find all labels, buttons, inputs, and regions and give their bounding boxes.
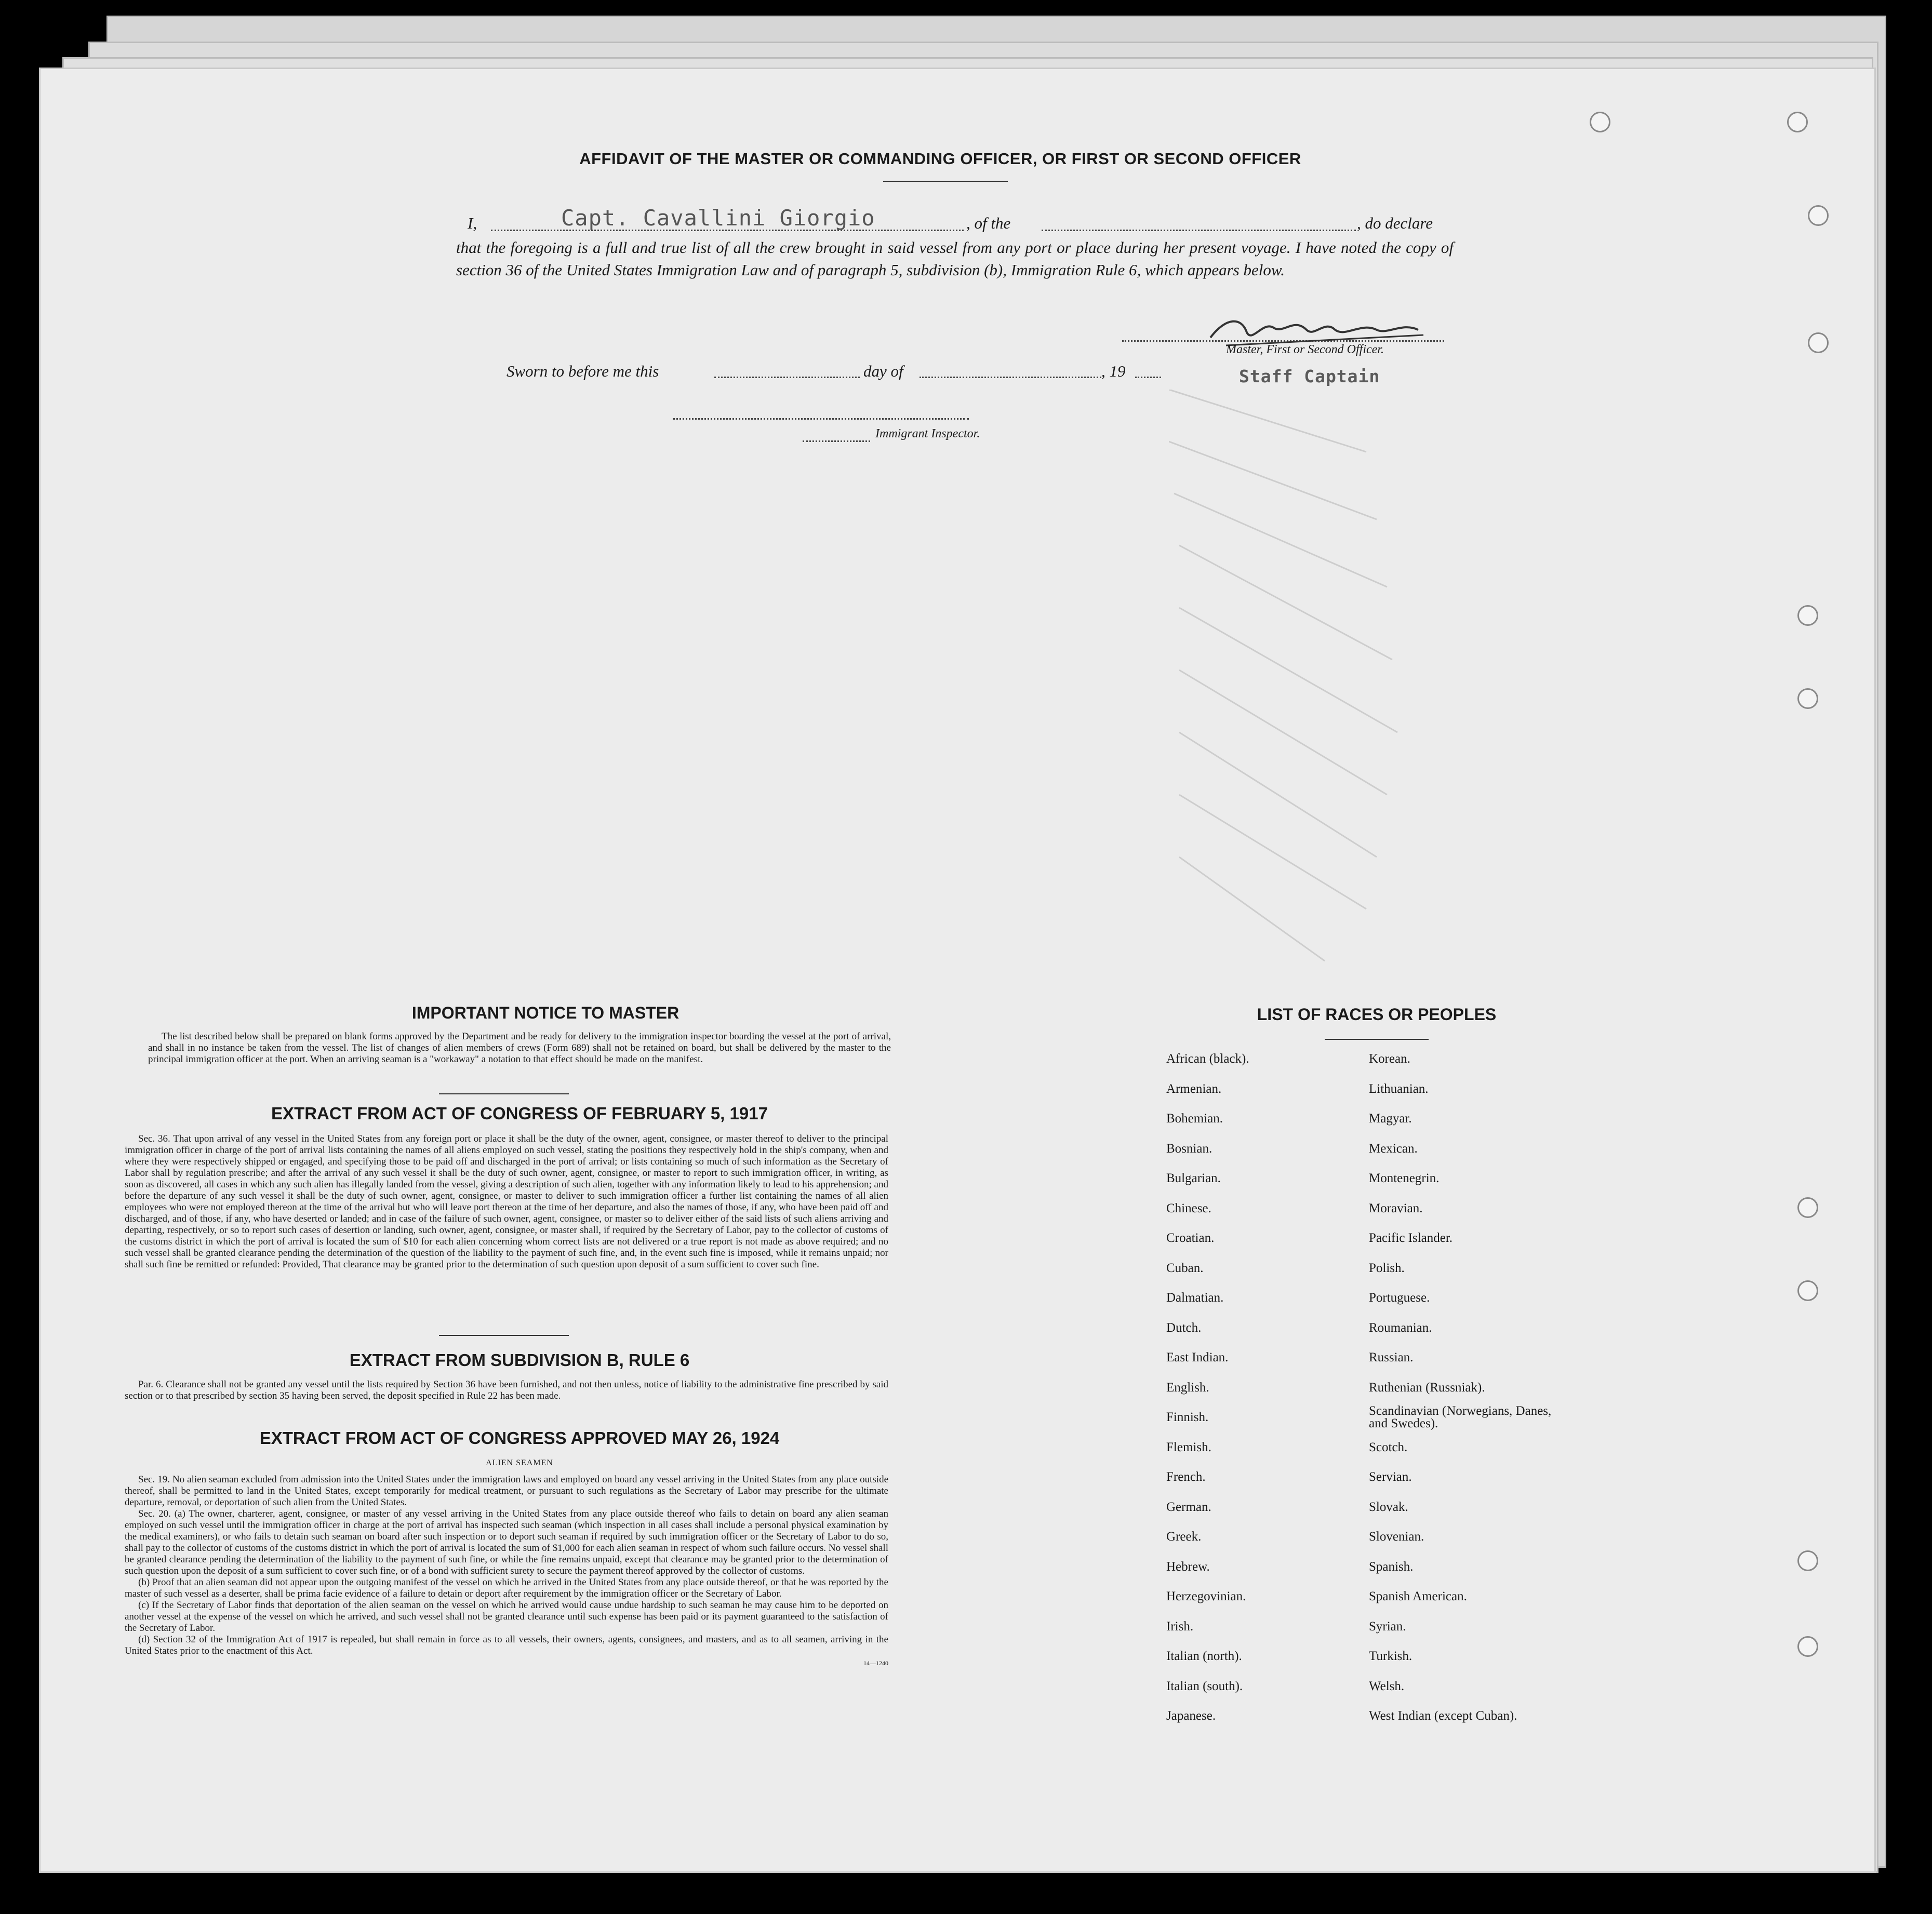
vessel-fill-line [1042,230,1356,231]
race-item: Spanish American. [1369,1589,1467,1603]
races-title: LIST OF RACES OR PEOPLES [1257,1005,1497,1024]
sworn-year-label: , 19 [1101,362,1126,380]
race-item: Flemish. [1166,1440,1211,1454]
race-item: German. [1166,1500,1211,1514]
sec-36-paragraph: Sec. 36. That upon arrival of any vessel in the United States from any foreign port or place it shall be the duty of the owner, agent, consignee, or master thereof to deliver to the principal immigration officer in charge of the port of arrival lists containing the names of all aliens employed on such vessel, stating the positions they respectively hold in the ship's company, when and where they were respectively shipped or engaged, and specifying those to be paid off and discharged in the port of arrival; or lists containing so much of such information as the Secretary of Labor shall by regulation prescribe; and after the arrival of any such vessel it shall be the duty of such owner, agent, consignee, or master to report to such immigration officer, in writing, as soon as discovered, all cases in which any such alien has illegally landed from the vessel, giving a description of such alien, together with any information likely to lead to his apprehension; and before the departure of any such vessel it shall be the duty of such owner, agent, consignee, or master to deliver to such immigration officer a further list containing the names of all alien employees who were not employed thereon at the time of the arrival but who will leave port thereon at the time of her departure, and also the names of those, if any, who have been paid off and discharged, and of those, if any, who have deserted or landed; and in case of the failure of such owner, agent, consignee, or master so to deliver either of the said lists of such aliens arriving and departing, respectively, or so to report such cases of desertion or landing, such owner, agent, consignee, or master shall, if required by the Secretary of Labor, pay to the collector of customs of the customs district in which the port of arrival is located the sum of $10 for each alien concerning whom correct lists are not delivered or a true report is not made as above required; and no such vessel shall be granted clearance pending the determination of the question of the liability to the payment of such fine, and, in the event such fine is imposed, while it remains unpaid; nor shall such fine be remitted or refunded: Provided, That clearance may be granted prior to the determination of such question upon deposit of a sum sufficient to cover such fine. [125,1133,888,1270]
binder-hole-icon [1590,112,1610,132]
race-item: Mexican. [1369,1141,1418,1156]
race-item: Bulgarian. [1166,1171,1221,1185]
sworn-year-line [1135,377,1161,378]
sec-20d-paragraph: (d) Section 32 of the Immigration Act of 1917 is repealed, but shall remain in force as to all vessels, their owners, agents, consignees, and masters, and as to all seamen, arriving in the United States prior to the enactment of this Act. [125,1634,888,1656]
race-item: Welsh. [1369,1679,1405,1693]
race-item: Polish. [1369,1261,1405,1275]
race-item: Pacific Islander. [1369,1231,1453,1245]
race-item: Finnish. [1166,1410,1209,1424]
notice-text [148,1031,891,1065]
race-item: Syrian. [1369,1619,1406,1634]
race-item: Spanish. [1369,1559,1414,1574]
inspector-line [803,440,870,442]
race-item: Italian (south). [1166,1679,1243,1693]
alien-seamen-subtitle: ALIEN SEAMEN [486,1458,553,1467]
race-item: Magyar. [1369,1112,1412,1126]
race-item: Scandinavian (Norwegians, Danes, and Swedes). [1369,1404,1552,1430]
title-underline [883,181,1008,182]
extract-1917-text [125,1133,888,1270]
notice-paragraph: The list described below shall be prepared on blank forms approved by the Department and be ready for delivery to the immigration inspector boarding the vessel at the port of arrival, and shall in no instance be taken from the vessel. The list of changes of alien members of crews (Form 689) shall not be retained on board, but shall be delivered by the master to the principal immigration officer at the port. When an arriving seaman is a "workaway" a notation to that effect should be made on the manifest. [148,1031,891,1065]
sworn-day-line [714,377,860,378]
of-the-label: , of the [966,214,1011,232]
race-item: Roumanian. [1369,1320,1432,1335]
race-item: Scotch. [1369,1440,1408,1454]
staff-captain-stamp: Staff Captain [1239,366,1380,386]
sworn-day-label: day of [863,362,903,380]
race-item: Hebrew. [1166,1559,1210,1574]
affidavit-title: AFFIDAVIT OF THE MASTER OR COMMANDING OFFICER, OR FIRST OR SECOND OFFICER [579,150,1301,168]
race-item: Herzegovinian. [1166,1589,1246,1603]
extract-rule6-title: EXTRACT FROM SUBDIVISION B, RULE 6 [349,1350,690,1370]
binder-hole-icon [1797,688,1818,709]
form-number-line [125,1657,888,1669]
binder-hole-icon [1797,605,1818,626]
notice-title: IMPORTANT NOTICE TO MASTER [411,1003,679,1022]
inspector-caption: Immigrant Inspector. [875,427,980,440]
race-item: African (black). [1166,1052,1249,1066]
binder-hole-icon [1797,1636,1818,1657]
sec-19-paragraph: Sec. 19. No alien seaman excluded from admission into the United States under the immigration laws and employed on board any vessel arriving in the United States from any place outside thereof, shall be permitted to land in the United States, except temporarily for medical treatment, or pursuant to such regulations as the Secretary of Labor may prescribe for the ultimate departure, removal, or deportation of such alien from the United States. [125,1474,888,1508]
race-item: East Indian. [1166,1350,1229,1364]
divider [439,1335,569,1336]
binder-hole-icon [1797,1550,1818,1571]
race-item: Portuguese. [1369,1291,1430,1305]
sec-20b-paragraph: (b) Proof that an alien seaman did not appear upon the outgoing manifest of the vessel on which he arrived in the United States from any place outside thereof, or that he was reported by the master of such vessel as a deserter, shall be prima facie evidence of a failure to detain or deport after requirement by the immigration officer or the Secretary of Labor. [125,1577,888,1599]
do-declare-label: , do declare [1357,214,1433,232]
race-item: Irish. [1166,1619,1194,1634]
race-item: Slovenian. [1369,1530,1424,1544]
race-item: Russian. [1369,1350,1414,1364]
race-item: Chinese. [1166,1201,1211,1215]
race-item: Montenegrin. [1369,1171,1440,1185]
divider [439,1093,569,1094]
race-item: Korean. [1369,1052,1410,1066]
extract-1917-title: EXTRACT FROM ACT OF CONGRESS OF FEBRUARY 5, 1917 [271,1104,768,1123]
race-item: Turkish. [1369,1649,1413,1663]
affidavit-i-label: I, [468,214,477,232]
race-item: Greek. [1166,1530,1202,1544]
extract-1924-text [125,1474,888,1669]
extract-rule6-text [125,1379,888,1402]
sec-20c-paragraph: (c) If the Secretary of Labor finds that deportation of the alien seaman on the vessel on which he arrived would cause undue hardship to such seaman he may cause him to be deported on another vessel at the expense of the vessel on which he arrived, and such vessel shall not be granted clearance until such expense has been paid or its payment guaranteed to the satisfaction of the Secretary of Labor. [125,1600,888,1634]
race-item: Bohemian. [1166,1112,1223,1126]
binder-hole-icon [1808,205,1829,226]
affidavit-statement: that the foregoing is a full and true list of all the crew brought in said vessel from any port or place during her present voyage. I have noted the copy of section 36 of the United States Immigration Law and of paragraph 5, subdivision (b), Immigration Rule 6, which appears below. [456,238,1454,279]
race-item: Armenian. [1166,1081,1222,1096]
master-name-typed: Capt. Cavallini Giorgio [561,205,875,231]
race-item: Japanese. [1166,1709,1216,1723]
race-item: Lithuanian. [1369,1081,1429,1096]
sworn-prefix: Sworn to before me this [507,362,659,380]
binder-hole-icon [1797,1197,1818,1218]
race-item: French. [1166,1470,1206,1484]
races-underline [1325,1039,1429,1040]
extract-1924-title: EXTRACT FROM ACT OF CONGRESS APPROVED MAY 26, 1924 [259,1428,780,1448]
race-item: Moravian. [1369,1201,1423,1215]
par-6-paragraph: Par. 6. Clearance shall not be granted any vessel until the lists required by Section 36 have been furnished, and not then unless, notice of liability to the administrative fine prescribed by said section or to that prescribed by section 35 having been served, the deposit specified in Rule 22 has been made. [125,1379,888,1401]
show-through-marks [1169,390,1408,987]
race-item: Dalmatian. [1166,1291,1224,1305]
binder-hole-icon [1787,112,1808,132]
race-item: Italian (north). [1166,1649,1242,1663]
race-item: Servian. [1369,1470,1412,1484]
race-item: Croatian. [1166,1231,1215,1245]
race-item: Slovak. [1369,1500,1408,1514]
sworn-month-line [920,377,1101,378]
race-item: Dutch. [1166,1320,1202,1335]
race-item: Bosnian. [1166,1141,1213,1156]
race-item: Ruthenian (Russniak). [1369,1380,1485,1395]
binder-hole-icon [1808,332,1829,353]
race-item: English. [1166,1380,1209,1395]
signature-caption: Master, First or Second Officer. [1226,343,1384,356]
race-item: West Indian (except Cuban). [1369,1709,1517,1723]
binder-hole-icon [1797,1280,1818,1301]
inspector-signature-line [673,418,969,420]
race-item: Cuban. [1166,1261,1204,1275]
form-number: 14—1240 [863,1659,888,1667]
sec-20a-paragraph: Sec. 20. (a) The owner, charterer, agent, consignee, or master of any vessel arriving in the United States from any place outside thereof who fails to detain on board any alien seaman employed on such vessel until the immigration officer in charge at the port of arrival has inspected such seaman (which inspection in all cases shall include a personal physical examination by the medical examiners), or who fails to detain such seaman on board after such inspection or to deport such seaman if required by such immigration officer or the Secretary of Labor to do so, shall pay to the collector of customs of the customs district in which the port of arrival is located the sum of $1,000 for each alien seaman in respect of whom such failure occurs. No vessel shall be granted clearance pending the determination of the liability to the payment of such fine, or while the fine remains unpaid, except that clearance may be granted prior to the determination of such question upon the deposit of a sum sufficient to cover such fine, or of a bond with sufficient surety to secure the payment thereof approved by the collector of customs. [125,1508,888,1576]
